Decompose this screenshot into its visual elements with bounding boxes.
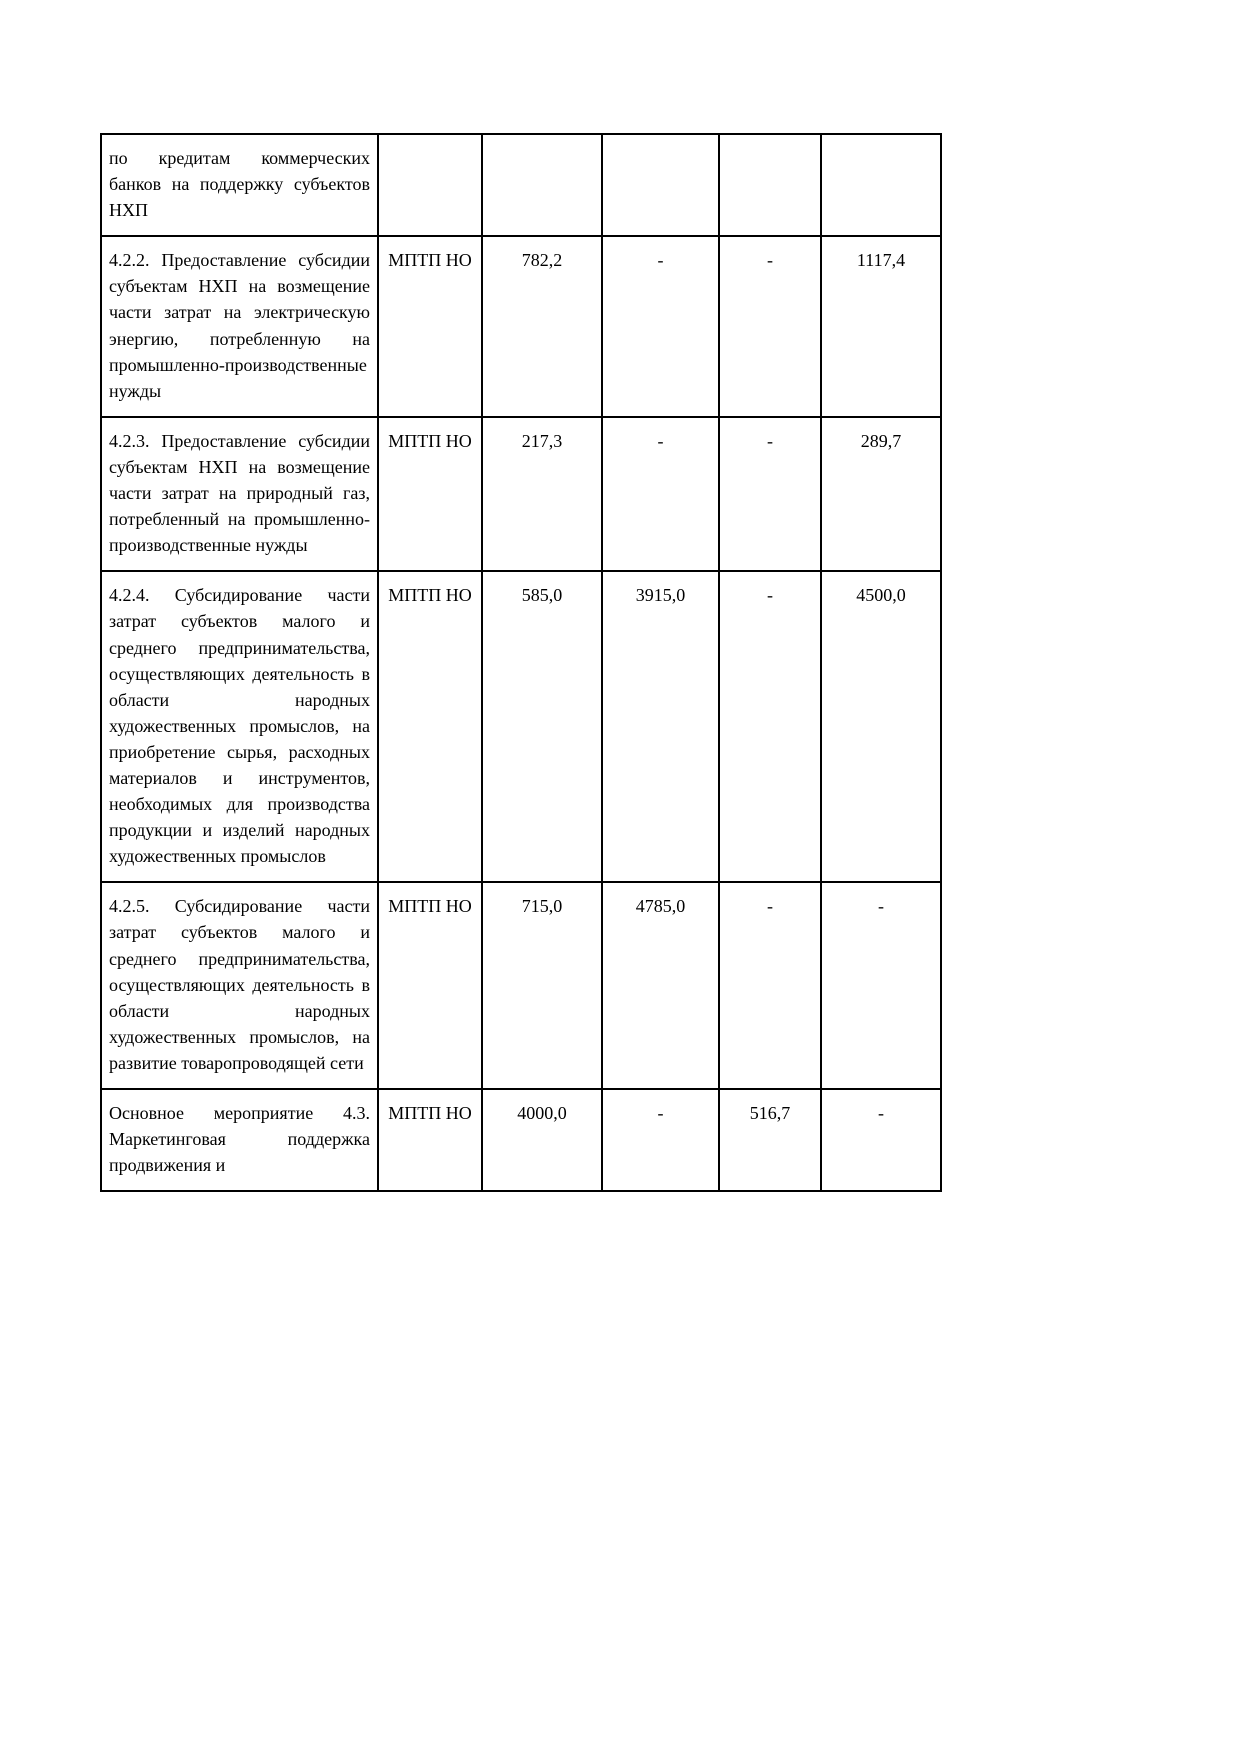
value-cell: [821, 134, 941, 236]
table-row: [101, 134, 941, 236]
value-cell: 585,0: [482, 571, 602, 882]
executor-cell: МПТП НО: [378, 236, 482, 417]
activity-description-cell: 4.2.4. Субсидирование части затрат субъектов малого и среднего предпринимательства, осуществляющих деятельность в области народных художественных промыслов, на приобретение сырья, расходных материалов и инструментов, необходимых для производства продукции и изделий народных художественных промыслов: [101, 571, 378, 882]
activity-description-cell: по кредитам коммерческих банков на поддержку субъектов НХП: [101, 134, 378, 236]
table-row: [101, 882, 941, 1089]
value-cell: -: [719, 882, 821, 1089]
table-row: [101, 571, 941, 882]
activity-description-cell: 4.2.3. Предоставление субсидии субъектам НХП на возмещение части затрат на природный газ, потребленный на промышленно-производственные нужды: [101, 417, 378, 571]
executor-cell: МПТП НО: [378, 1089, 482, 1191]
table-row: [101, 417, 941, 571]
value-cell: 516,7: [719, 1089, 821, 1191]
value-cell: -: [602, 236, 719, 417]
value-cell: [602, 134, 719, 236]
value-cell: 4785,0: [602, 882, 719, 1089]
value-cell: 4000,0: [482, 1089, 602, 1191]
value-cell: -: [602, 417, 719, 571]
executor-cell: МПТП НО: [378, 571, 482, 882]
executor-cell: МПТП НО: [378, 882, 482, 1089]
value-cell: 217,3: [482, 417, 602, 571]
value-cell: -: [719, 417, 821, 571]
value-cell: -: [821, 1089, 941, 1191]
value-cell: -: [602, 1089, 719, 1191]
value-cell: 715,0: [482, 882, 602, 1089]
value-cell: 782,2: [482, 236, 602, 417]
value-cell: [482, 134, 602, 236]
executor-cell: [378, 134, 482, 236]
value-cell: 4500,0: [821, 571, 941, 882]
activity-description-cell: 4.2.5. Субсидирование части затрат субъектов малого и среднего предпринимательства, осуществляющих деятельность в области народных художественных промыслов, на развитие товаропроводящей сети: [101, 882, 378, 1089]
table-row: [101, 1089, 941, 1191]
program-activities-table: [100, 133, 942, 1192]
value-cell: 3915,0: [602, 571, 719, 882]
value-cell: 1117,4: [821, 236, 941, 417]
value-cell: [719, 134, 821, 236]
activity-description-cell: Основное мероприятие 4.3. Маркетинговая поддержка продвижения и: [101, 1089, 378, 1191]
value-cell: -: [719, 236, 821, 417]
value-cell: 289,7: [821, 417, 941, 571]
value-cell: -: [719, 571, 821, 882]
activity-description-cell: 4.2.2. Предоставление субсидии субъектам НХП на возмещение части затрат на электрическую энергию, потребленную на промышленно-производственные нужды: [101, 236, 378, 417]
value-cell: -: [821, 882, 941, 1089]
executor-cell: МПТП НО: [378, 417, 482, 571]
table-row: [101, 236, 941, 417]
